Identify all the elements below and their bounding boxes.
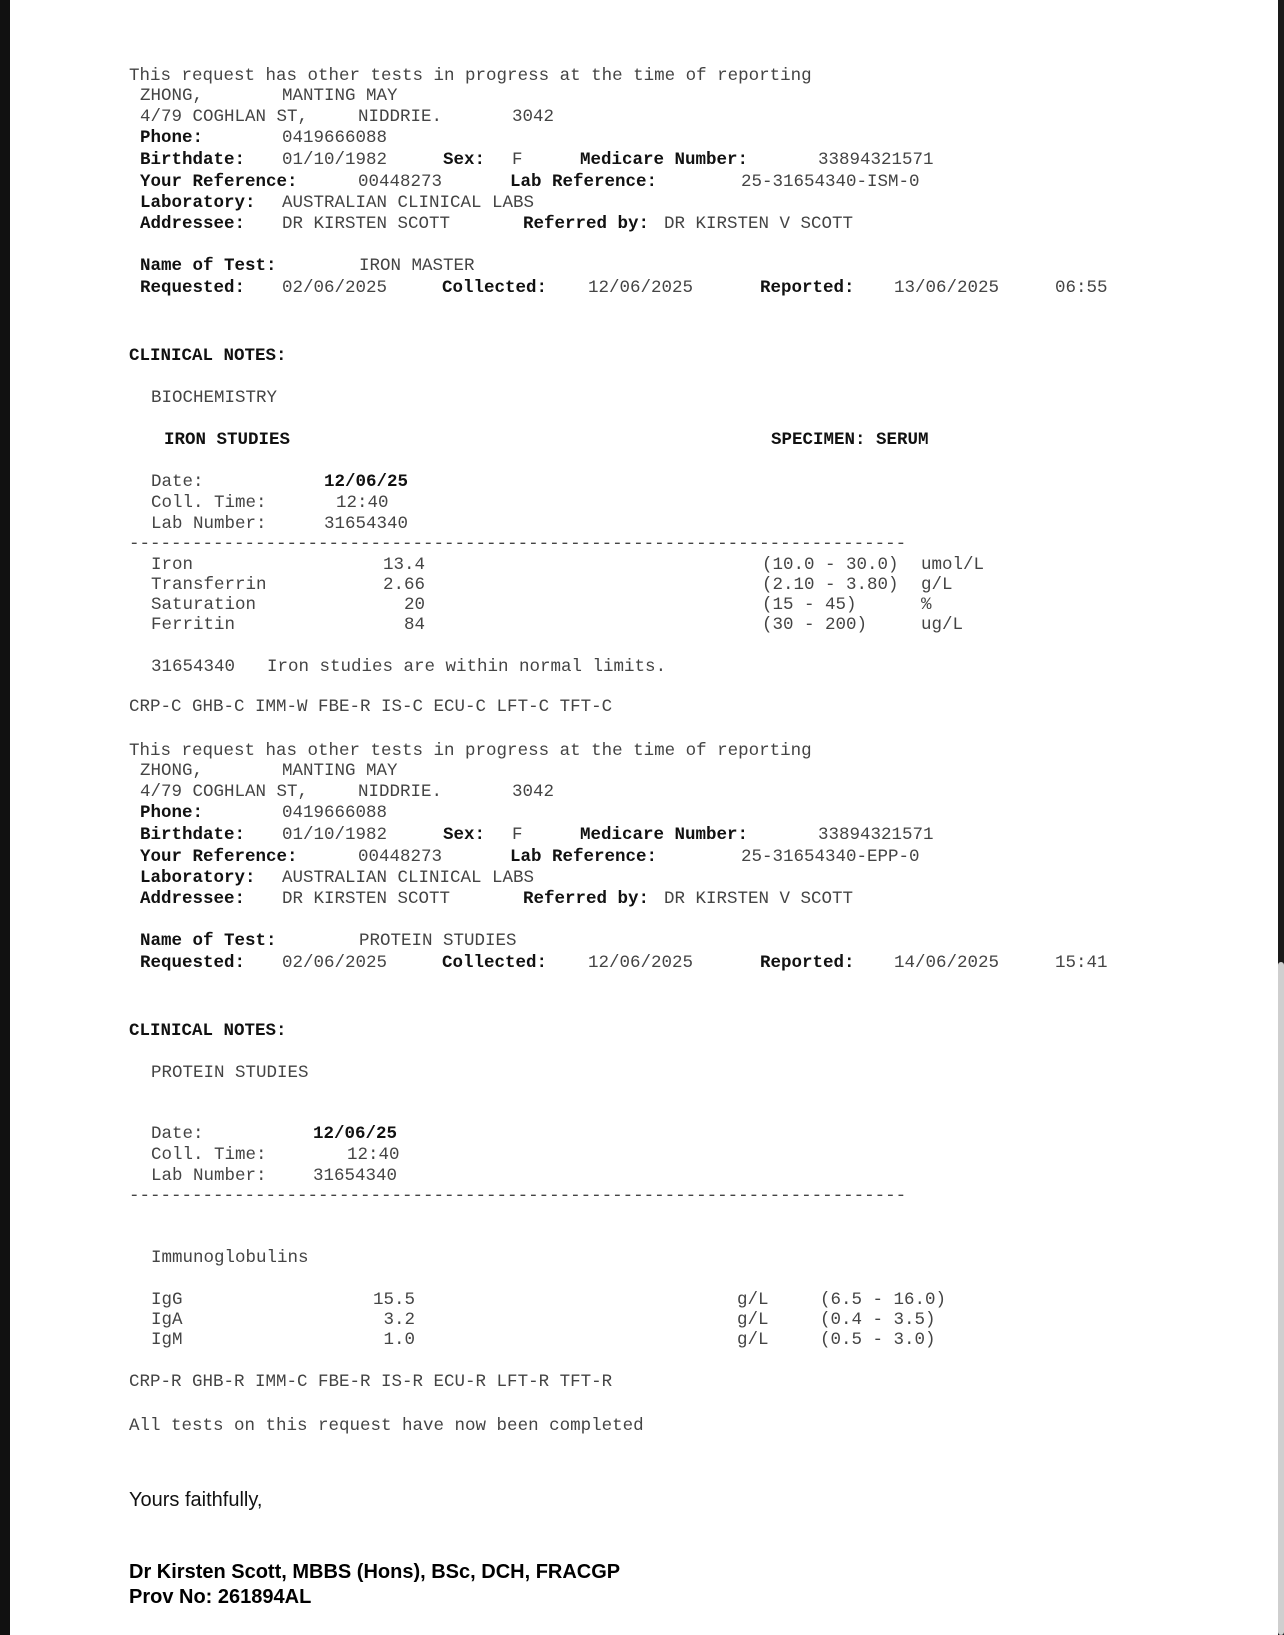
section-heading: PROTEIN STUDIES	[151, 1063, 309, 1083]
patient-given-names: MANTING MAY	[282, 761, 398, 781]
addressee-label: Addressee:	[140, 889, 246, 909]
result-unit: g/L	[737, 1310, 769, 1330]
phone-value: 0419666088	[282, 128, 388, 148]
lab-number-value: 31654340	[313, 1166, 398, 1186]
laboratory-value: AUSTRALIAN CLINICAL LABS	[282, 868, 535, 888]
medicare-value: 33894321571	[818, 150, 934, 170]
test-name-value: PROTEIN STUDIES	[359, 931, 517, 951]
lab-number-value: 31654340	[324, 514, 409, 534]
laboratory-value: AUSTRALIAN CLINICAL LABS	[282, 193, 535, 213]
address-street: 4/79 COGHLAN ST,	[140, 107, 309, 127]
result-name: IgG	[151, 1290, 183, 1310]
reported-value: 13/06/2025	[894, 278, 1000, 298]
referred-by-value: DR KIRSTEN V SCOTT	[664, 214, 854, 234]
reported-label: Reported:	[760, 278, 855, 298]
coll-time-label: Coll. Time:	[151, 1145, 267, 1165]
reference-range: (6.5 - 16.0)	[820, 1290, 947, 1310]
reference-range: (15 - 45)	[762, 595, 857, 615]
collected-label: Collected:	[442, 953, 548, 973]
patient-given-names: MANTING MAY	[282, 86, 398, 106]
results-group-heading: Immunoglobulins	[151, 1248, 309, 1268]
addressee-label: Addressee:	[140, 214, 246, 234]
address-street: 4/79 COGHLAN ST,	[140, 782, 309, 802]
test-name-value: IRON MASTER	[359, 256, 475, 276]
window-left-edge	[0, 0, 10, 1635]
test-name-label: Name of Test:	[140, 931, 277, 951]
reported-label: Reported:	[760, 953, 855, 973]
patient-surname: ZHONG,	[140, 86, 204, 106]
birthdate-value: 01/10/1982	[282, 150, 388, 170]
result-name: Saturation	[151, 595, 257, 615]
scrollbar-thumb[interactable]	[1278, 962, 1284, 1635]
medicare-label: Medicare Number:	[580, 825, 749, 845]
your-reference-value: 00448273	[358, 847, 443, 867]
pathology-report-page	[10, 0, 1272, 1635]
completed-note: All tests on this request have now been completed	[129, 1416, 644, 1436]
address-postcode: 3042	[512, 107, 555, 127]
result-name: Iron	[151, 555, 194, 575]
phone-label: Phone:	[140, 803, 204, 823]
clinical-notes-heading: CLINICAL NOTES:	[129, 346, 287, 366]
lab-reference-value: 25-31654340-EPP-0	[741, 847, 920, 867]
laboratory-label: Laboratory:	[140, 193, 256, 213]
result-unit: %	[921, 595, 932, 615]
result-value: 3.2	[383, 1310, 415, 1330]
result-value: 20	[403, 595, 425, 615]
doctor-signature: Dr Kirsten Scott, MBBS (Hons), BSc, DCH, FRACGP	[129, 1561, 621, 1583]
comment-lab-number: 31654340	[151, 657, 236, 677]
status-codes: CRP-R GHB-R IMM-C FBE-R IS-R ECU-R LFT-R TFT-R	[129, 1372, 613, 1392]
date-value: 12/06/25	[324, 472, 409, 492]
date-label: Date:	[151, 1124, 204, 1144]
medicare-value: 33894321571	[818, 825, 934, 845]
collected-value: 12/06/2025	[588, 278, 694, 298]
provider-number: Prov No: 261894AL	[129, 1586, 312, 1608]
birthdate-value: 01/10/1982	[282, 825, 388, 845]
result-unit: ug/L	[921, 615, 964, 635]
address-suburb: NIDDRIE.	[358, 782, 443, 802]
reported-value: 14/06/2025	[894, 953, 1000, 973]
lab-reference-label: Lab Reference:	[510, 847, 658, 867]
collected-label: Collected:	[442, 278, 548, 298]
reference-range: (0.5 - 3.0)	[820, 1330, 936, 1350]
requested-value: 02/06/2025	[282, 278, 388, 298]
lab-reference-value: 25-31654340-ISM-0	[741, 172, 920, 192]
result-comment: Iron studies are within normal limits.	[267, 657, 667, 677]
result-value: 13.4	[382, 555, 425, 575]
result-unit: umol/L	[921, 555, 985, 575]
result-name: Transferrin	[151, 575, 267, 595]
birthdate-label: Birthdate:	[140, 150, 246, 170]
reference-range: (10.0 - 30.0)	[762, 555, 899, 575]
result-unit: g/L	[737, 1330, 769, 1350]
sex-value: F	[512, 825, 523, 845]
lab-number-label: Lab Number:	[151, 514, 267, 534]
test-name-label: Name of Test:	[140, 256, 277, 276]
result-name: IgA	[151, 1310, 183, 1330]
date-label: Date:	[151, 472, 204, 492]
reference-range: (0.4 - 3.5)	[820, 1310, 936, 1330]
specimen-label: SPECIMEN: SERUM	[771, 430, 929, 450]
collected-value: 12/06/2025	[588, 953, 694, 973]
requested-label: Requested:	[140, 953, 246, 973]
result-value: 84	[403, 615, 425, 635]
in-progress-note: This request has other tests in progress at the time of reporting	[129, 66, 812, 86]
coll-time-value: 12:40	[336, 493, 389, 513]
lab-reference-label: Lab Reference:	[510, 172, 658, 192]
your-reference-label: Your Reference:	[140, 172, 298, 192]
phone-value: 0419666088	[282, 803, 388, 823]
result-name: IgM	[151, 1330, 183, 1350]
referred-by-value: DR KIRSTEN V SCOTT	[664, 889, 854, 909]
your-reference-value: 00448273	[358, 172, 443, 192]
birthdate-label: Birthdate:	[140, 825, 246, 845]
addressee-value: DR KIRSTEN SCOTT	[282, 889, 451, 909]
reported-time: 06:55	[1055, 278, 1108, 298]
clinical-notes-heading: CLINICAL NOTES:	[129, 1021, 287, 1041]
result-unit: g/L	[921, 575, 953, 595]
section-heading: BIOCHEMISTRY	[151, 388, 278, 408]
referred-by-label: Referred by:	[523, 214, 650, 234]
your-reference-label: Your Reference:	[140, 847, 298, 867]
requested-label: Requested:	[140, 278, 246, 298]
coll-time-value: 12:40	[347, 1145, 400, 1165]
medicare-label: Medicare Number:	[580, 150, 749, 170]
reported-time: 15:41	[1055, 953, 1108, 973]
referred-by-label: Referred by:	[523, 889, 650, 909]
laboratory-label: Laboratory:	[140, 868, 256, 888]
requested-value: 02/06/2025	[282, 953, 388, 973]
result-name: Ferritin	[151, 615, 236, 635]
phone-label: Phone:	[140, 128, 204, 148]
address-suburb: NIDDRIE.	[358, 107, 443, 127]
reference-range: (30 - 200)	[762, 615, 868, 635]
addressee-value: DR KIRSTEN SCOTT	[282, 214, 451, 234]
sex-label: Sex:	[443, 825, 486, 845]
panel-title: IRON STUDIES	[164, 430, 291, 450]
divider-line: --------------------------------------------------------------------------	[129, 1186, 907, 1206]
coll-time-label: Coll. Time:	[151, 493, 267, 513]
date-value: 12/06/25	[313, 1124, 398, 1144]
lab-number-label: Lab Number:	[151, 1166, 267, 1186]
result-value: 1.0	[383, 1330, 415, 1350]
address-postcode: 3042	[512, 782, 555, 802]
status-codes: CRP-C GHB-C IMM-W FBE-R IS-C ECU-C LFT-C TFT-C	[129, 697, 613, 717]
result-unit: g/L	[737, 1290, 769, 1310]
sex-label: Sex:	[443, 150, 486, 170]
result-value: 15.5	[372, 1290, 415, 1310]
sex-value: F	[512, 150, 523, 170]
patient-surname: ZHONG,	[140, 761, 204, 781]
divider-line: --------------------------------------------------------------------------	[129, 534, 907, 554]
result-value: 2.66	[382, 575, 425, 595]
reference-range: (2.10 - 3.80)	[762, 575, 899, 595]
sign-off: Yours faithfully,	[129, 1489, 263, 1511]
in-progress-note: This request has other tests in progress at the time of reporting	[129, 741, 812, 761]
